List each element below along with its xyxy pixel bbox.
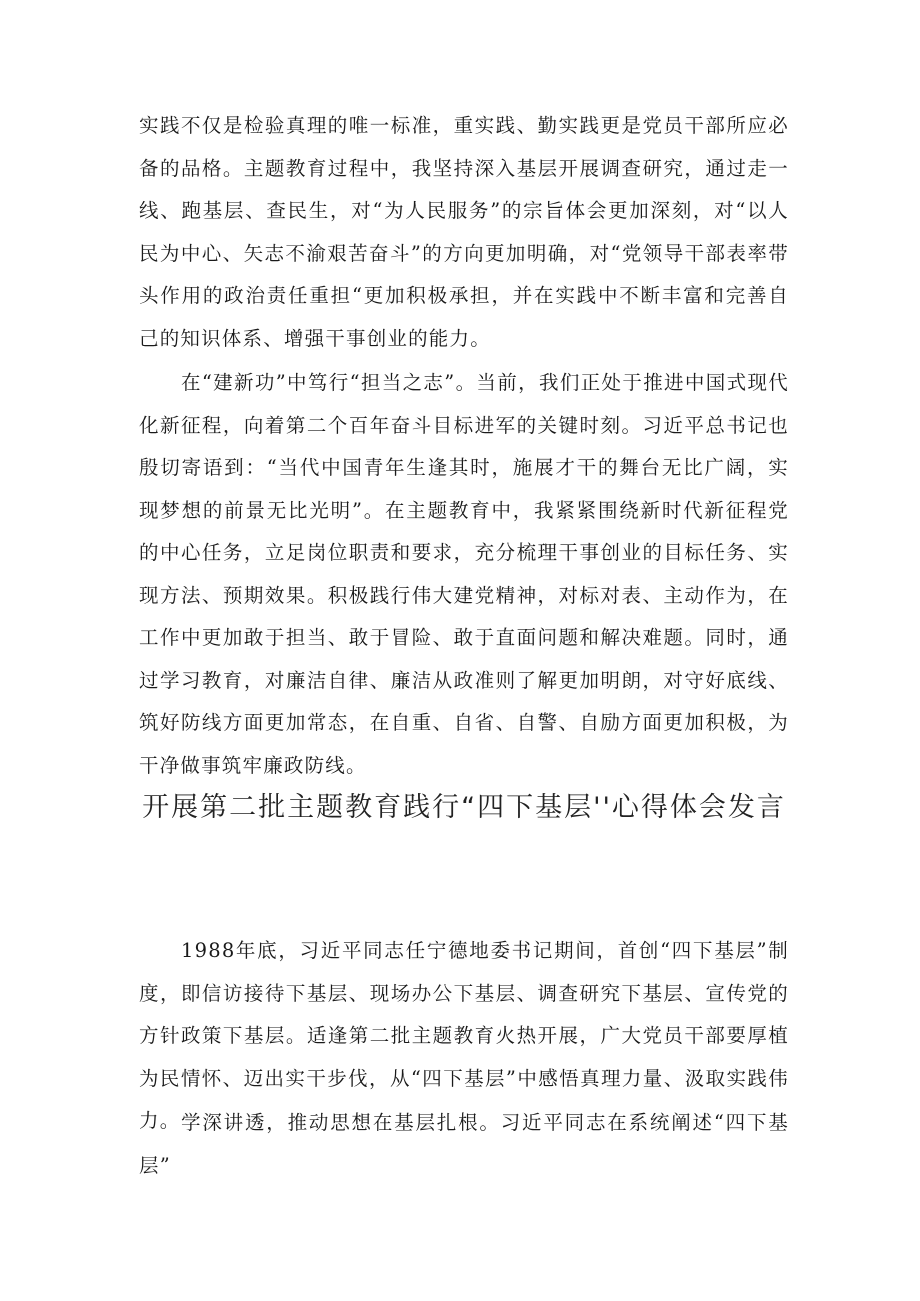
section-title: 开展第二批主题教育践行“四下基层''心得体会发言	[142, 792, 786, 823]
body-paragraph-2: 在“建新功”中笃行“担当之志”。当前，我们正处于推进中国式现代化新征程，向着第二个百年奋斗目标进军的关键时刻。习近平总书记也殷切寄语到：“当代中国青年生逢其时，施展才干的舞台无比广阔，实现梦想的前景无比光明”。在主题教育中，我紧紧围绕新时代新征程党的中心任务，立足岗位职责和要求，充分梳理干事创业的目标任务、实现方法、预期效果。积极践行伟大建党精神，对标对表、主动作为，在工作中更加敢于担当、敢于冒险、敢于直面问题和解决难题。同时，通过学习教育，对廉洁自律、廉洁从政准则了解更加明朗，对守好底线、筑好防线方面更加常态，在自重、自省、自警、自励方面更加积极，为干净做事筑牢廉政防线。	[139, 371, 789, 777]
section-paragraph-2: 学深讲透，推动思想在基层扎根。习近平同志在系统阐述“四下基层”	[139, 1111, 789, 1177]
body-paragraph-1: 实践不仅是检验真理的唯一标准，重实践、勤实践更是党员干部所应必备的品格。主题教育过程中，我坚持深入基层开展调查研究，通过走一线、跑基层、查民生，对“为人民服务”的宗旨体会更加深刻，对“以人民为中心、矢志不渝艰苦奋斗”的方向更加明确，对“党领导干部表率带头作用的政治责任重担“更加积极承担，并在实践中不断丰富和完善自己的知识体系、增强干事创业的能力。	[139, 114, 789, 350]
section-paragraph-1: 1988年底，习近平同志任宁德地委书记期间，首创“四下基层”制度，即信访接待下基层、现场办公下基层、调查研究下基层、宣传党的方针政策下基层。适逢第二批主题教育火热开展，广大党员干部要厚植为民情怀、迈出实干步伐，从“四下基层”中感悟真理力量、汲取实践伟力。	[139, 939, 789, 1132]
